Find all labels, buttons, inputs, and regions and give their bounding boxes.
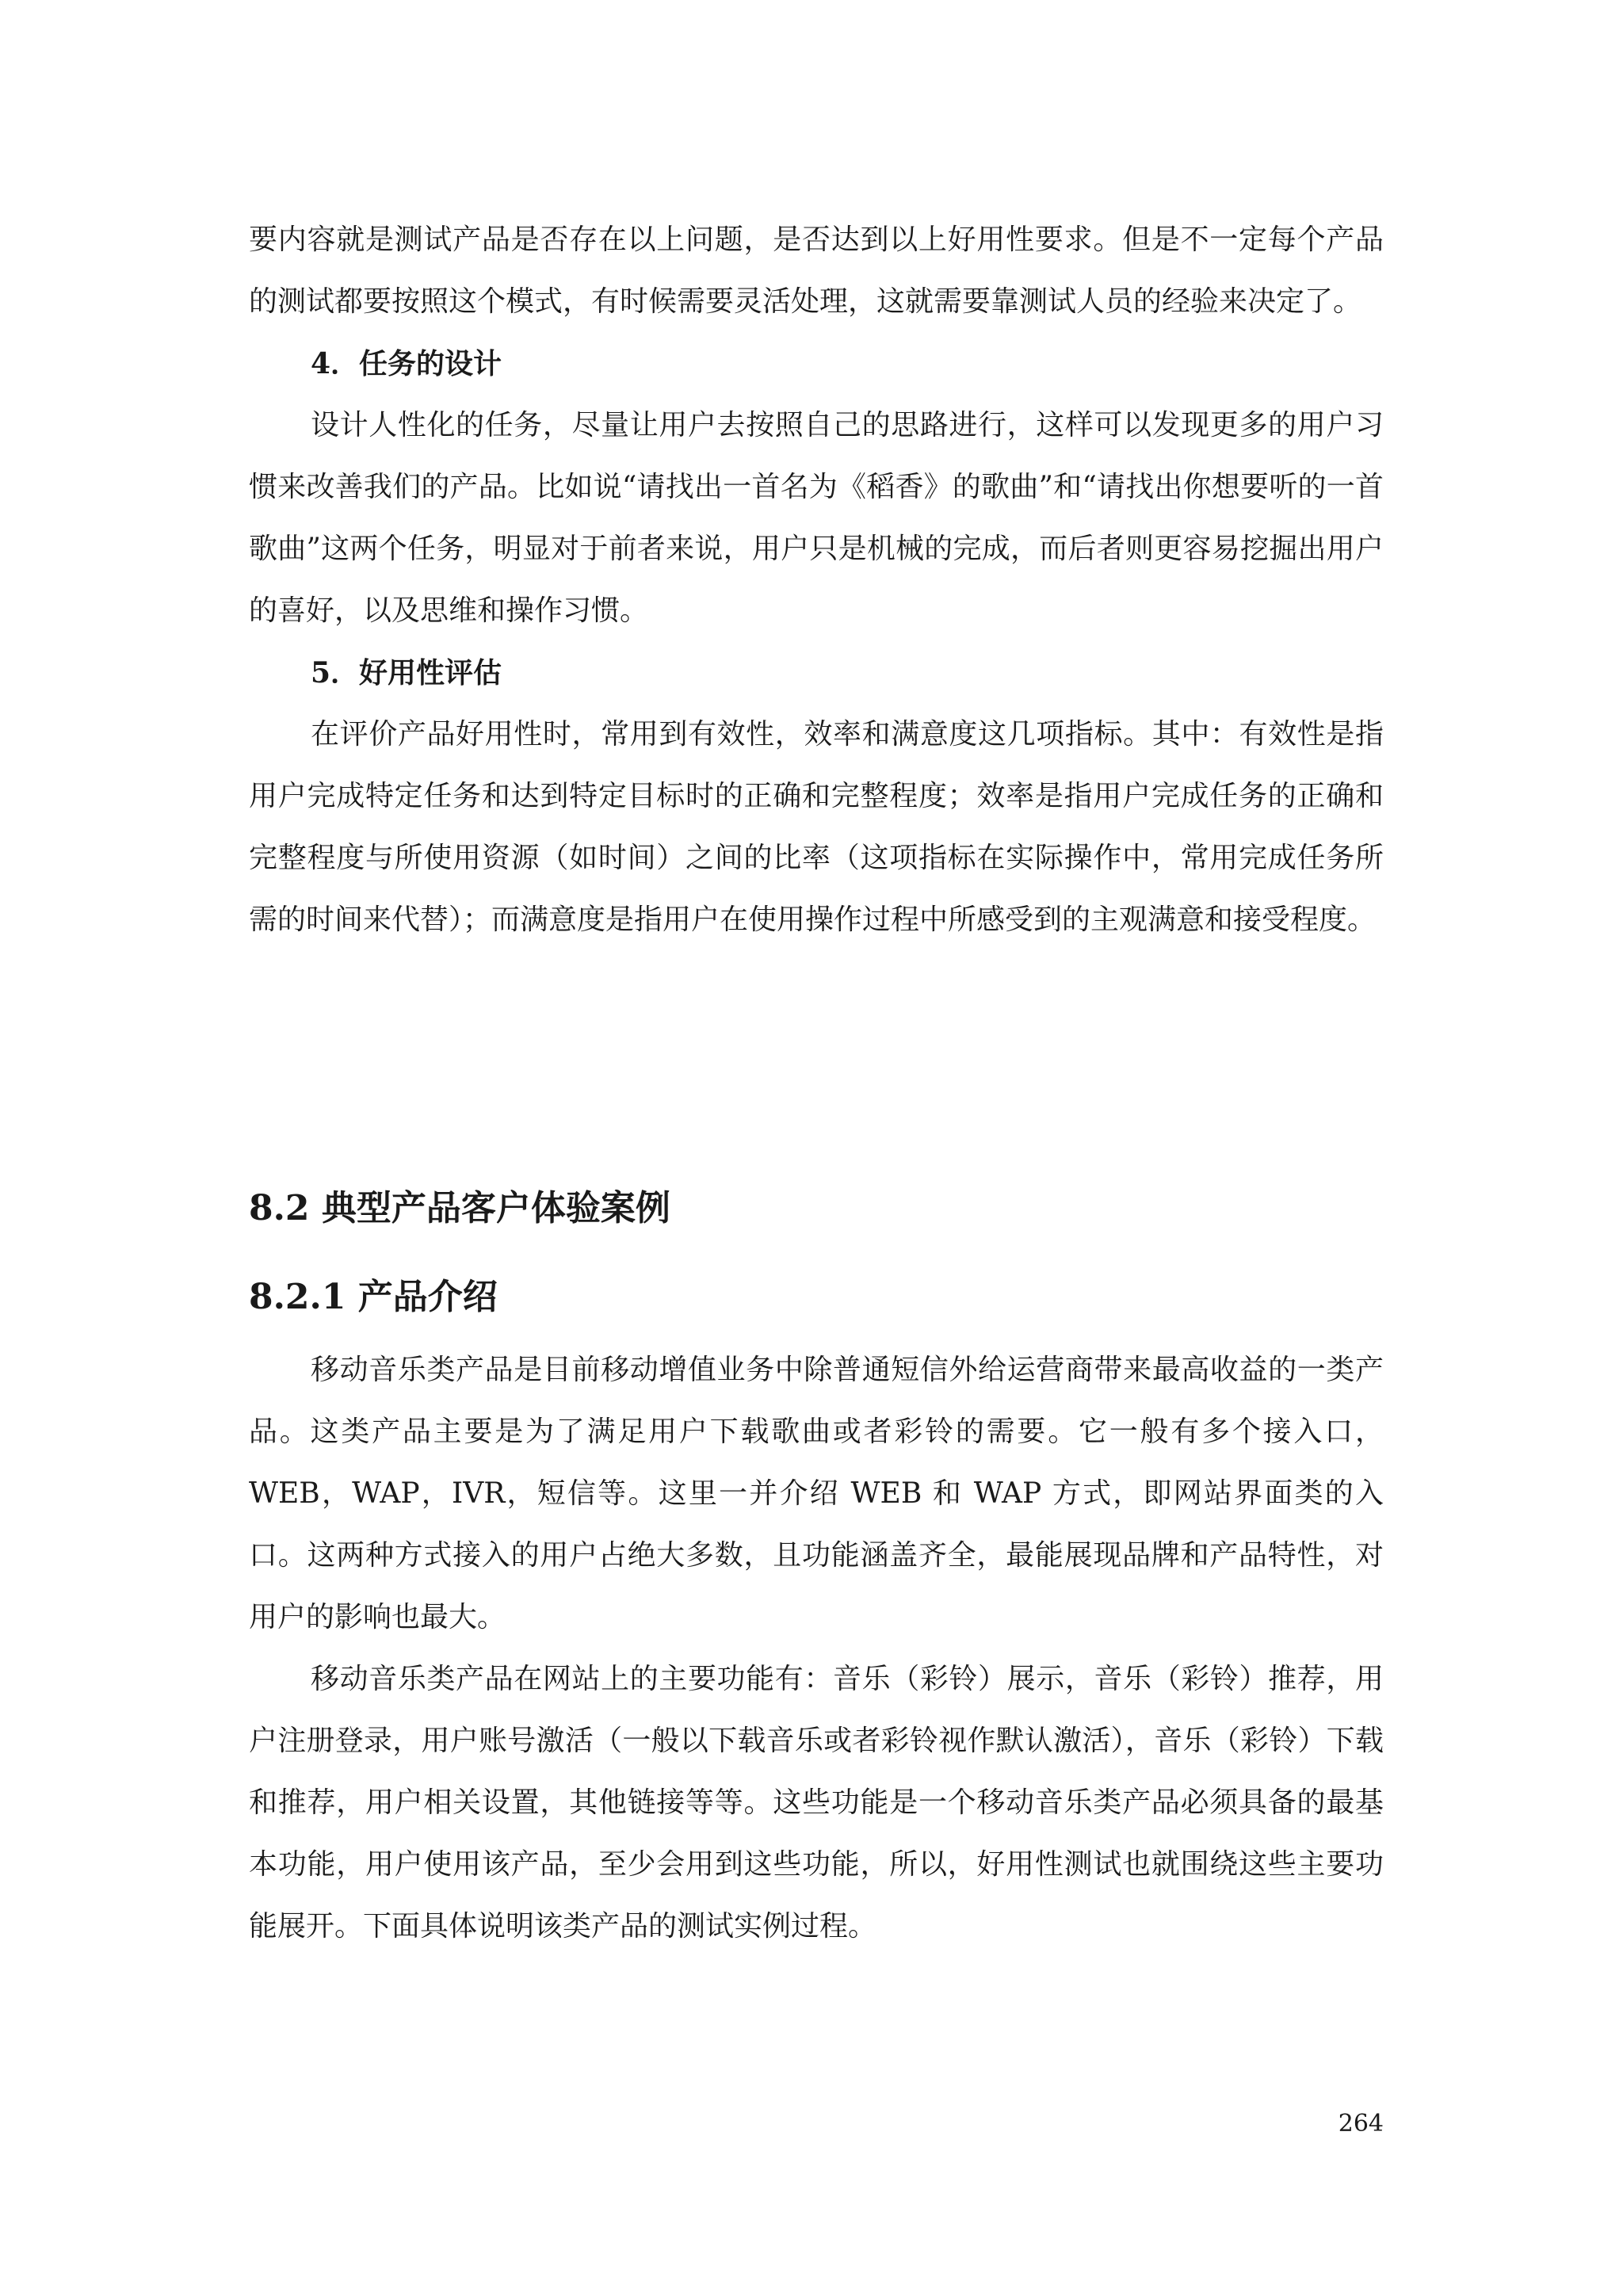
paragraph-main-features: 移动音乐类产品在网站上的主要功能有：音乐（彩铃）展示，音乐（彩铃）推荐，用户注册登录，用户账号激活（一般以下载音乐或者彩铃视作默认激活），音乐（彩铃）下载和推荐，用户相关设置，其他链接等等。这些功能是一个移动音乐类产品必须具备的最基本功能，用户使用该产品，至少会用到这些功能，所以，好用性测试也就围绕这些主要功能展开。下面具体说明该类产品的测试实例过程。 xyxy=(249,1663,1384,1943)
paragraph-usability-evaluation: 在评价产品好用性时，常用到有效性，效率和满意度这几项指标。其中：有效性是指用户完成特定任务和达到特定目标时的正确和完整程度；效率是指用户完成任务的正确和完整程度与所使用资源（如时间）之间的比率（这项指标在实际操作中，常用完成任务所需的时间来代替）；而满意度是指用户在使用操作过程中所感受到的主观满意和接受程度。 xyxy=(249,718,1384,936)
section-8-2 xyxy=(249,1173,1384,1244)
subheading-usability-evaluation: 5．好用性评估 xyxy=(311,656,502,690)
subheading-task-design: 4．任务的设计 xyxy=(311,347,502,380)
section-8-2-1 xyxy=(249,1262,1384,1333)
page-number: 264 xyxy=(1338,2110,1384,2137)
section-heading-8-2: 8.2 典型产品客户体验案例 xyxy=(249,1188,670,1228)
body-text-bottom xyxy=(249,1339,1384,1958)
body-text-top xyxy=(249,209,1384,951)
paragraph-product-intro: 移动音乐类产品是目前移动增值业务中除普通短信外给运营商带来最高收益的一类产品。这类产品主要是为了满足用户下载歌曲或者彩铃的需要。它一般有多个接入口，WEB，WAP，IVR，短信等。这里一并介绍 WEB 和 WAP 方式，即网站界面类的入口。这两种方式接入的用户占绝大多数，且功能涵盖齐全，最能展现品牌和产品特性，对用户的影响也最大。 xyxy=(249,1354,1384,1633)
paragraph-continuation: 要内容就是测试产品是否存在以上问题，是否达到以上好用性要求。但是不一定每个产品的测试都要按照这个模式，有时候需要灵活处理，这就需要靠测试人员的经验来决定了。 xyxy=(249,223,1384,318)
section-heading-8-2-1: 8.2.1 产品介绍 xyxy=(249,1277,498,1317)
paragraph-task-design: 设计人性化的任务，尽量让用户去按照自己的思路进行，这样可以发现更多的用户习惯来改善我们的产品。比如说“请找出一首名为《稻香》的歌曲”和“请找出你想要听的一首歌曲”这两个任务，明显对于前者来说，用户只是机械的完成，而后者则更容易挖掘出用户的喜好，以及思维和操作习惯。 xyxy=(249,409,1384,627)
